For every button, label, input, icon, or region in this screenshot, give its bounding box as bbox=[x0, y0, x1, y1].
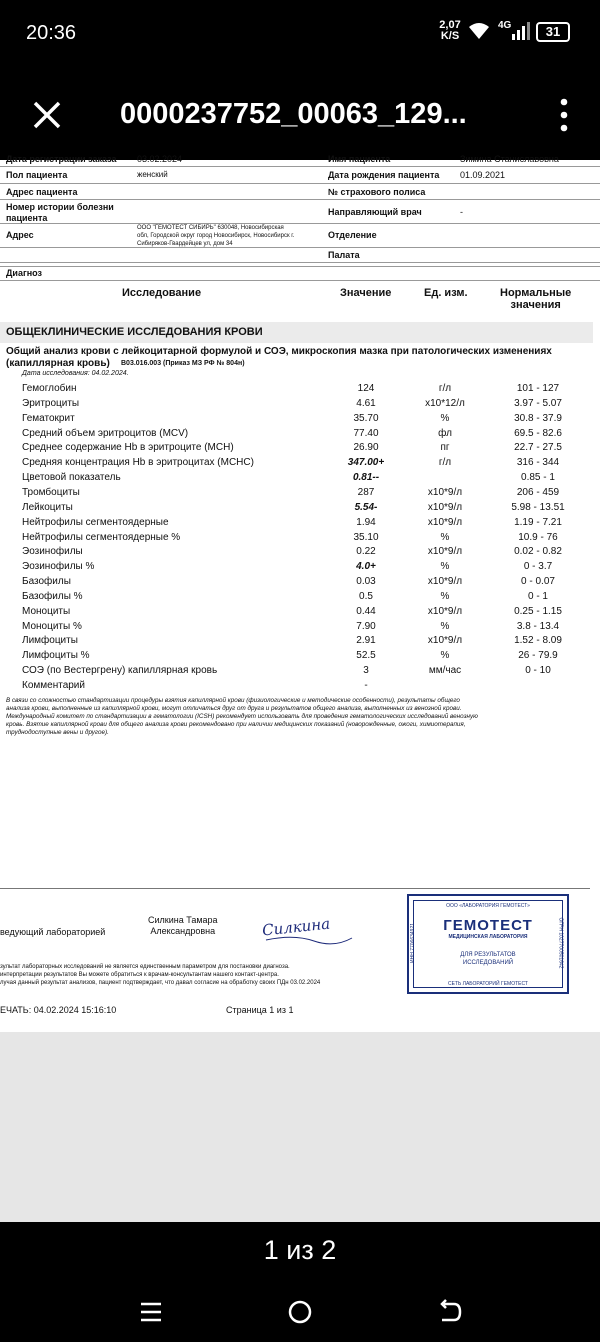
address-label: Адрес пациента bbox=[6, 187, 78, 197]
sex-label: Пол пациента bbox=[6, 170, 68, 180]
test-value: 35.10 bbox=[353, 531, 379, 543]
signal-icon bbox=[512, 22, 530, 40]
test-unit: % bbox=[440, 590, 450, 602]
test-norm: 69.5 - 82.6 bbox=[514, 427, 562, 439]
note-line: труднодоступные вены и другое). bbox=[6, 729, 109, 736]
study-date: Дата исследования: 04.02.2024. bbox=[22, 370, 129, 377]
table-row bbox=[0, 397, 600, 412]
test-value: 287 bbox=[357, 486, 375, 498]
col-study-header: Исследование bbox=[122, 287, 202, 299]
test-norm: 10.9 - 76 bbox=[518, 531, 558, 543]
registration-date-label: Дата регистрации заказа bbox=[6, 154, 117, 164]
network-type: 4G bbox=[498, 20, 512, 31]
divider bbox=[0, 262, 600, 263]
test-unit: фл bbox=[438, 427, 452, 439]
test-name: Среднее содержание Hb в эритроците (MCH) bbox=[22, 442, 234, 454]
wifi-icon bbox=[468, 22, 490, 40]
section-title: ОБЩЕКЛИНИЧЕСКИЕ ИССЛЕДОВАНИЯ КРОВИ bbox=[6, 326, 263, 338]
head-lab-role: ведующий лабораторией bbox=[0, 927, 106, 937]
test-norm: 3.97 - 5.07 bbox=[514, 397, 562, 409]
test-norm: 22.7 - 27.5 bbox=[514, 442, 562, 454]
patient-name-value: Зимина Станиславовна bbox=[460, 154, 559, 164]
test-norm: 0 - 3.7 bbox=[523, 561, 553, 573]
signature-underline bbox=[264, 932, 354, 946]
test-norm: 206 - 459 bbox=[516, 486, 560, 498]
lab-stamp: ООО «ЛАБОРАТОРИЯ ГЕМОТЕСТ» ГЕМОТЕСТ МЕДИЦИНСКАЯ ЛАБОРАТОРИЯ ДЛЯ РЕЗУЛЬТАТОВ ИССЛЕДОВАНИЙ СЕТЬ ЛАБОРАТОРИЙ ГЕМОТЕСТ ИНН 7706634921 ОГРН 1027700501642 bbox=[407, 894, 569, 994]
sex-value: женский bbox=[137, 170, 168, 179]
dob-label: Дата рождения пациента bbox=[328, 170, 440, 180]
test-norm: 30.8 - 37.9 bbox=[514, 412, 562, 424]
test-name: Средний объем эритроцитов (MCV) bbox=[22, 427, 189, 439]
registration-date-value: 03.02.2024 bbox=[137, 154, 183, 164]
back-icon[interactable] bbox=[436, 1298, 464, 1326]
test-unit: x10*9/л bbox=[427, 501, 463, 513]
divider bbox=[0, 888, 590, 889]
viewer-background bbox=[0, 1032, 600, 1222]
print-date: ЕЧАТЬ: 04.02.2024 15:16:10 bbox=[0, 1005, 117, 1015]
test-value: 0.22 bbox=[356, 546, 376, 558]
test-name: Нейтрофилы сегментоядерные % bbox=[22, 531, 181, 543]
test-value: 124 bbox=[357, 383, 375, 394]
note-line: кровь. Взятие капиллярной крови для общего анализа крови рекомендовано при наличии медицинских показаний (новорожденные, ожоги, химиотерапия, bbox=[6, 721, 466, 728]
divider bbox=[0, 280, 600, 281]
table-row bbox=[0, 620, 600, 635]
test-name: Гематокрит bbox=[22, 412, 75, 424]
section-code: B03.016.003 (Приказ МЗ РФ № 804н) bbox=[121, 360, 245, 367]
test-value: 0.44 bbox=[356, 605, 376, 617]
disclaimer-line: интерпретации результатов Вы можете обратиться к врачам-консультантам нашего контакт-центра. bbox=[0, 972, 279, 978]
test-name: Базофилы % bbox=[22, 590, 83, 602]
divider bbox=[0, 223, 600, 224]
table-row bbox=[0, 456, 600, 471]
test-norm: 0 - 0.07 bbox=[521, 576, 555, 588]
test-norm: 0 - 10 bbox=[525, 665, 551, 677]
col-norm-header: Нормальные значения bbox=[500, 287, 572, 311]
test-name: Эозинофилы bbox=[22, 546, 83, 558]
test-name: Лейкоциты bbox=[22, 501, 73, 513]
test-unit: мм/час bbox=[428, 665, 462, 677]
divider bbox=[0, 266, 600, 267]
table-row bbox=[0, 531, 600, 546]
referrer-value: - bbox=[460, 207, 463, 217]
test-unit: x10*9/л bbox=[427, 605, 463, 617]
dept-address-label: Адрес bbox=[6, 230, 34, 240]
more-options-icon[interactable] bbox=[554, 97, 574, 133]
test-value: 1.94 bbox=[356, 516, 376, 528]
dept-address-value: ООО "ГЕМОТЕСТ СИБИРЬ" 630048, Новосибирская обл, Городской округ город Новосибирск, Новосибирск г. Сибиряков-Гвардейцев ул, дом 34 bbox=[137, 225, 295, 247]
test-value: - bbox=[364, 680, 368, 691]
note-line: В связи со сложностью стандартизации процедуры взятия капиллярной крови (физиологические и методические особенности), результаты общего bbox=[6, 697, 460, 704]
test-norm: 0.02 - 0.82 bbox=[514, 546, 562, 558]
test-name: Лимфоциты % bbox=[22, 650, 90, 662]
table-row bbox=[0, 441, 600, 456]
test-value: 4.61 bbox=[356, 397, 376, 409]
disclaimer-line: зультат лабораторных исследований не является единственным параметром для постановки диагноза. bbox=[0, 964, 290, 970]
test-name: Гемоглобин bbox=[22, 383, 77, 394]
patient-name-label: Имя пациента bbox=[328, 154, 391, 164]
section-subtitle-2: (капиллярная кровь) bbox=[6, 358, 110, 369]
test-norm: 101 - 127 bbox=[516, 383, 560, 394]
table-row bbox=[0, 664, 600, 679]
divider bbox=[0, 199, 600, 200]
test-norm: 1.19 - 7.21 bbox=[514, 516, 562, 528]
document-title: 0000237752_00063_129... bbox=[120, 98, 467, 130]
table-row bbox=[0, 575, 600, 590]
test-unit: г/л bbox=[438, 383, 452, 394]
page-indicator: 1 из 2 bbox=[0, 1222, 600, 1282]
signature-image: Силкина bbox=[261, 914, 331, 940]
test-value: 52.5 bbox=[356, 650, 376, 662]
diagnosis-label: Диагноз bbox=[6, 268, 42, 278]
test-unit: x10*9/л bbox=[427, 576, 463, 588]
table-row bbox=[0, 471, 600, 486]
capillary-note bbox=[6, 697, 478, 737]
test-value: 4.0+ bbox=[356, 561, 376, 573]
col-value-header: Значение bbox=[340, 287, 392, 299]
network-speed: 2,07 K/S bbox=[439, 19, 461, 42]
policy-label: № страхового полиса bbox=[328, 187, 426, 197]
table-row bbox=[0, 649, 600, 664]
note-line: Международный комитет по стандартизации в гематологии (ICSH) рекомендует использовать для проведения гематологических исследований венозную bbox=[6, 713, 478, 720]
test-value: 3 bbox=[363, 665, 369, 677]
test-norm: 0 - 1 bbox=[527, 590, 548, 602]
note-line: анализа крови, выполненные из капиллярной крови, могут отличаться друг от друга и результатов общего анализа, выполненных из венозной крови. bbox=[6, 705, 462, 712]
test-value: 0.5 bbox=[359, 590, 373, 602]
test-value: 7.90 bbox=[356, 620, 376, 632]
test-norm: 26 - 79.9 bbox=[518, 650, 558, 662]
table-row bbox=[0, 605, 600, 620]
status-time: 20:36 bbox=[26, 22, 77, 44]
test-value: 2.91 bbox=[356, 635, 376, 647]
test-unit: % bbox=[440, 561, 450, 573]
table-row bbox=[0, 516, 600, 531]
test-norm: 316 - 344 bbox=[516, 457, 560, 469]
table-row bbox=[0, 412, 600, 427]
divider bbox=[0, 166, 600, 167]
disclaimer bbox=[0, 963, 320, 987]
system-nav-bar bbox=[0, 1282, 600, 1342]
test-name: Средняя концентрация Hb в эритроцитах (MCHC) bbox=[22, 457, 254, 469]
test-unit: % bbox=[440, 531, 450, 543]
test-value: 0.03 bbox=[356, 576, 376, 588]
test-value: 0.81-- bbox=[352, 472, 380, 484]
test-name: Моноциты bbox=[22, 605, 71, 617]
test-name: Цветовой показатель bbox=[22, 472, 121, 484]
test-name: Базофилы bbox=[22, 576, 71, 588]
test-name: Нейтрофилы сегментоядерные bbox=[22, 516, 169, 528]
ward-label: Палата bbox=[328, 250, 360, 260]
department-label: Отделение bbox=[328, 230, 377, 240]
test-unit: x10*9/л bbox=[427, 486, 463, 498]
test-unit: пг bbox=[440, 442, 450, 454]
test-norm: 1.52 - 8.09 bbox=[514, 635, 562, 647]
test-unit: % bbox=[440, 412, 450, 424]
col-unit-header: Ед. изм. bbox=[424, 287, 468, 299]
test-name: Эритроциты bbox=[22, 397, 80, 409]
test-value: 35.70 bbox=[353, 412, 379, 424]
table-row bbox=[0, 427, 600, 442]
test-name: Лимфоциты bbox=[22, 635, 78, 647]
table-row bbox=[0, 679, 600, 694]
table-row bbox=[0, 590, 600, 605]
table-row bbox=[0, 501, 600, 516]
test-name: Комментарий bbox=[22, 680, 85, 691]
page-counter: Страница 1 из 1 bbox=[226, 1005, 294, 1015]
test-name: Тромбоциты bbox=[22, 486, 80, 498]
referrer-label: Направляющий врач bbox=[328, 207, 422, 217]
test-unit: x10*9/л bbox=[427, 516, 463, 528]
test-unit: x10*9/л bbox=[427, 546, 463, 558]
test-unit: % bbox=[440, 650, 450, 662]
home-icon[interactable] bbox=[286, 1298, 314, 1326]
table-row bbox=[0, 560, 600, 575]
test-norm: 5.98 - 13.51 bbox=[511, 501, 565, 513]
test-unit: % bbox=[440, 620, 450, 632]
table-row bbox=[0, 545, 600, 560]
test-name: Эозинофилы % bbox=[22, 561, 95, 573]
table-row bbox=[0, 382, 600, 397]
test-norm: 0.85 - 1 bbox=[521, 472, 555, 484]
test-value: 5.54- bbox=[354, 501, 378, 513]
test-name: СОЭ (по Вестергрену) капиллярная кровь bbox=[22, 665, 218, 677]
disclaimer-line: лучая данный результат анализов, пациент подтверждает, что давал согласие на обработку своих ПДн 03.02.2024 bbox=[0, 980, 321, 986]
document-page[interactable] bbox=[0, 154, 600, 1032]
divider bbox=[0, 247, 600, 248]
test-norm: 3.8 - 13.4 bbox=[516, 620, 560, 632]
battery-icon: 31 bbox=[536, 22, 570, 42]
test-value: 347.00+ bbox=[347, 457, 385, 469]
history-label: Номер истории болезни пациента bbox=[6, 202, 114, 223]
viewer-toolbar bbox=[0, 70, 600, 160]
test-unit: г/л bbox=[438, 457, 452, 469]
close-icon[interactable] bbox=[28, 96, 66, 134]
test-norm: 0.25 - 1.15 bbox=[514, 605, 562, 617]
status-bar bbox=[0, 0, 600, 70]
section-subtitle: Общий анализ крови с лейкоцитарной формулой и СОЭ, микроскопия мазка при патологических изменениях bbox=[6, 346, 552, 357]
test-value: 26.90 bbox=[353, 442, 379, 454]
table-row bbox=[0, 634, 600, 649]
head-lab-name: Силкина Тамара Александровна bbox=[148, 915, 218, 936]
table-row bbox=[0, 486, 600, 501]
test-name: Моноциты % bbox=[22, 620, 82, 632]
test-unit: x10*12/л bbox=[425, 397, 465, 409]
test-unit: x10*9/л bbox=[427, 635, 463, 647]
test-value: 77.40 bbox=[353, 427, 379, 439]
recent-apps-icon[interactable] bbox=[137, 1298, 165, 1326]
dob-value: 01.09.2021 bbox=[460, 170, 506, 180]
divider bbox=[0, 183, 600, 184]
